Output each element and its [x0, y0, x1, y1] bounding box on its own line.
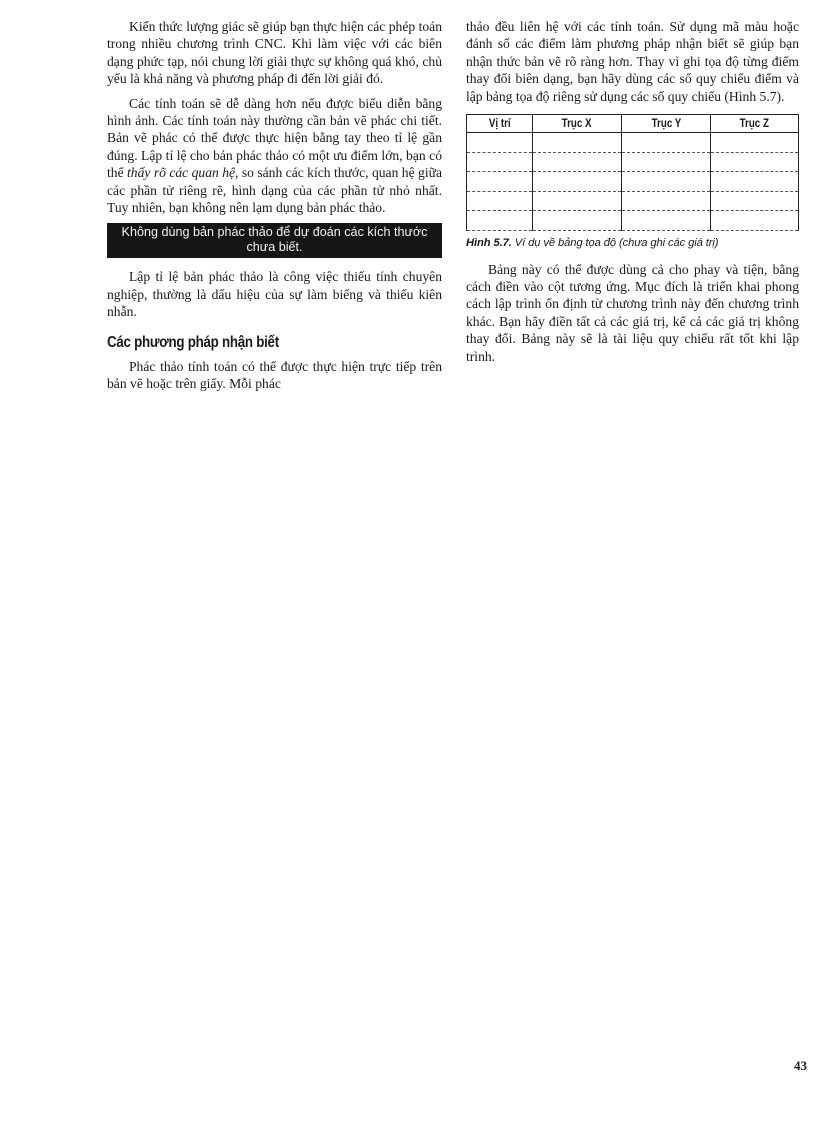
table-header-cell: Vị trí [467, 115, 533, 133]
table-row [467, 211, 799, 231]
callout-box: Không dùng bản phác thảo để dự đoán các kích thước chưa biết. [107, 223, 442, 258]
table-cell [532, 152, 621, 172]
figure-caption [466, 237, 799, 249]
paragraph [107, 95, 442, 217]
table-header-cell: Trục Y [622, 115, 711, 133]
table-cell [467, 211, 533, 231]
paragraph: Bảng này có thể được dùng cả cho phay và tiện, bằng cách điền vào cột tương ứng. Mục đích là triển khai phong cách lập trình ổn định từ chương trình này đến chương trình khác. Bạn hãy điền tất cả các giá trị, kể cả các giá trị không thay đổi. Bảng này sẽ là tài liệu quy chiếu rất tốt khi lập trình. [466, 261, 799, 364]
table-cell [622, 133, 711, 153]
table-row [467, 152, 799, 172]
section-heading: Các phương pháp nhận biết [107, 333, 279, 351]
table-row [467, 133, 799, 153]
coordinate-table [466, 114, 799, 231]
paragraph: Lập tỉ lệ bản phác thảo là công việc thiếu tính chuyên nghiệp, thường là dấu hiệu của sự làm biếng và thiếu kiên nhẫn. [107, 269, 442, 320]
table-cell [532, 211, 621, 231]
paragraph: Kiến thức lượng giác sẽ giúp bạn thực hiện các phép toán trong nhiều chương trình CNC. Khi làm việc với các biên dạng phức tạp, nói chung lời giải thực sự không quá khó, chủ yếu là khả năng và phương pháp đi đến lời giải đó. [107, 19, 442, 87]
emphasis-text: thấy rõ các quan hệ [127, 165, 236, 181]
table-cell [711, 172, 799, 192]
table-cell [711, 191, 799, 211]
table-cell [622, 172, 711, 192]
paragraph: Phác thảo tính toán có thể được thực hiện trực tiếp trên bản vẽ hoặc trên giấy. Mỗi phác [107, 358, 442, 392]
caption-label: Hình 5.7. [466, 236, 512, 249]
table-cell [711, 133, 799, 153]
table-cell [622, 152, 711, 172]
table-row [467, 172, 799, 192]
table-cell [467, 133, 533, 153]
paragraph-text: Các tính toán sẽ dễ dàng hơn nếu được biểu diễn bằng hình ảnh. Các tính toán này thường cần bản vẽ phác chi tiết. Bản vẽ phác có thể được thực hiện bằng tay theo tỉ lệ gần đúng. Lập tỉ lệ cho bản phác thảo có một ưu điểm lớn, bạn có thể [107, 95, 442, 181]
left-column [107, 18, 442, 400]
right-column [466, 18, 799, 372]
table-cell [622, 211, 711, 231]
page-number: 43 [794, 1058, 807, 1073]
table-cell [532, 172, 621, 192]
table-cell [711, 152, 799, 172]
table-cell [467, 172, 533, 192]
table-body [467, 133, 799, 231]
table-cell [467, 152, 533, 172]
table-cell [622, 191, 711, 211]
table-header-cell: Trục Z [711, 115, 799, 133]
caption-text: Ví dụ về bảng tọa độ (chưa ghi các giá trị) [511, 236, 719, 249]
table-cell [467, 191, 533, 211]
table-header-cell: Trục X [532, 115, 621, 133]
table-row [467, 191, 799, 211]
table-cell [532, 133, 621, 153]
table-cell [532, 191, 621, 211]
paragraph: thảo đều liên hệ với các tính toán. Sử dụng mã màu hoặc đánh số các điểm làm phương pháp nhận biết sẽ giúp bạn nhận thức bản vẽ rõ ràng hơn. Thay vì ghi tọa độ từng điểm thay đổi biên dạng, bạn hãy dùng các số quy chiếu điểm và lập bảng tọa độ riêng sử dụng các số quy chiếu (Hình 5.7). [466, 19, 799, 104]
table-header-row [467, 115, 799, 133]
table-cell [711, 211, 799, 231]
paragraph-text: , so sánh các kích thước, quan hệ giữa các phần tử riêng rẽ, hình dạng của các phần tử nhỏ nhất. Tuy nhiên, bạn không nên lạm dụng bản phác thảo. [107, 165, 442, 216]
